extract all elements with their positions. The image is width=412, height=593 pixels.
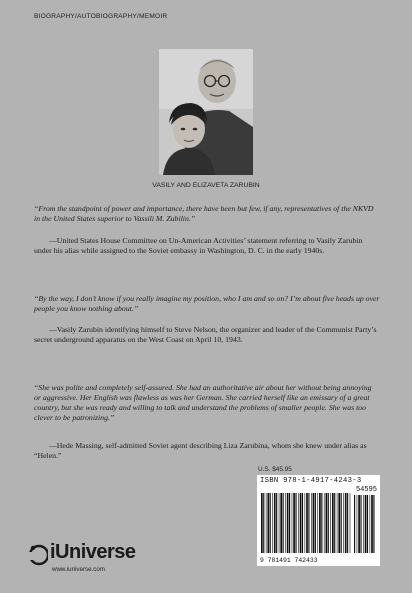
author-photo <box>159 49 253 175</box>
publisher-url: www.iuniverse.com <box>52 566 105 573</box>
category-label: BIOGRAPHY/AUTOBIOGRAPHY/MEMOIR <box>34 13 168 20</box>
quote-attribution: —Hede Massing, self-admitted Soviet agent describing Liza Zarubina, whom she knew under alias as “Helen.” <box>34 441 367 460</box>
quote-attribution: —United States House Committee on Un-American Activities’ statement referring to Vasily Zarubin under his alias while assigned to the Soviet embassy in Washington, D. C. in the early 1940s. <box>34 236 363 255</box>
quote-attribution: —Vasily Zarubin identifying himself to Steve Nelson, the organizer and leader of the Communist Party’s secret underground apparatus on the West Coast on April 10, 1943. <box>34 325 377 344</box>
quote-text: “By the way, I don’t know if you really imagine my position, who I am and so on? I’m about five heads up over people you know nothing about.” <box>34 294 380 313</box>
iuniverse-logo-icon <box>28 543 48 567</box>
supplement-bars <box>354 495 376 553</box>
supplement-code: 54595 <box>355 486 377 494</box>
isbn-digits: 9 781491 742433 <box>260 557 318 564</box>
barcode-bars <box>261 493 351 553</box>
quote-text: “From the standpoint of power and importance, there have been but few, if any, representatives of the NKVD in the United States superior to Vassili M. Zubilin.” <box>34 204 374 223</box>
publisher-name: iUniverse <box>50 541 136 563</box>
price-label: U.S. $45.95 <box>258 466 292 473</box>
isbn-label: ISBN 978-1-4917-4243-3 <box>260 477 362 485</box>
publisher-logo <box>28 541 168 581</box>
photo-caption: VASILY AND ELIZAVETA ZARUBIN <box>152 182 260 189</box>
isbn-barcode <box>257 475 380 566</box>
quote-text: “She was polite and completely self-assured. She had an authoritative air about her without being annoying or aggressive. Her English was flawless as was her German. She carried herself like an emissary of a great country, but she was ready and willing to talk and understand the problems of smaller people. She was too clever to be patronizing.” <box>34 383 372 422</box>
